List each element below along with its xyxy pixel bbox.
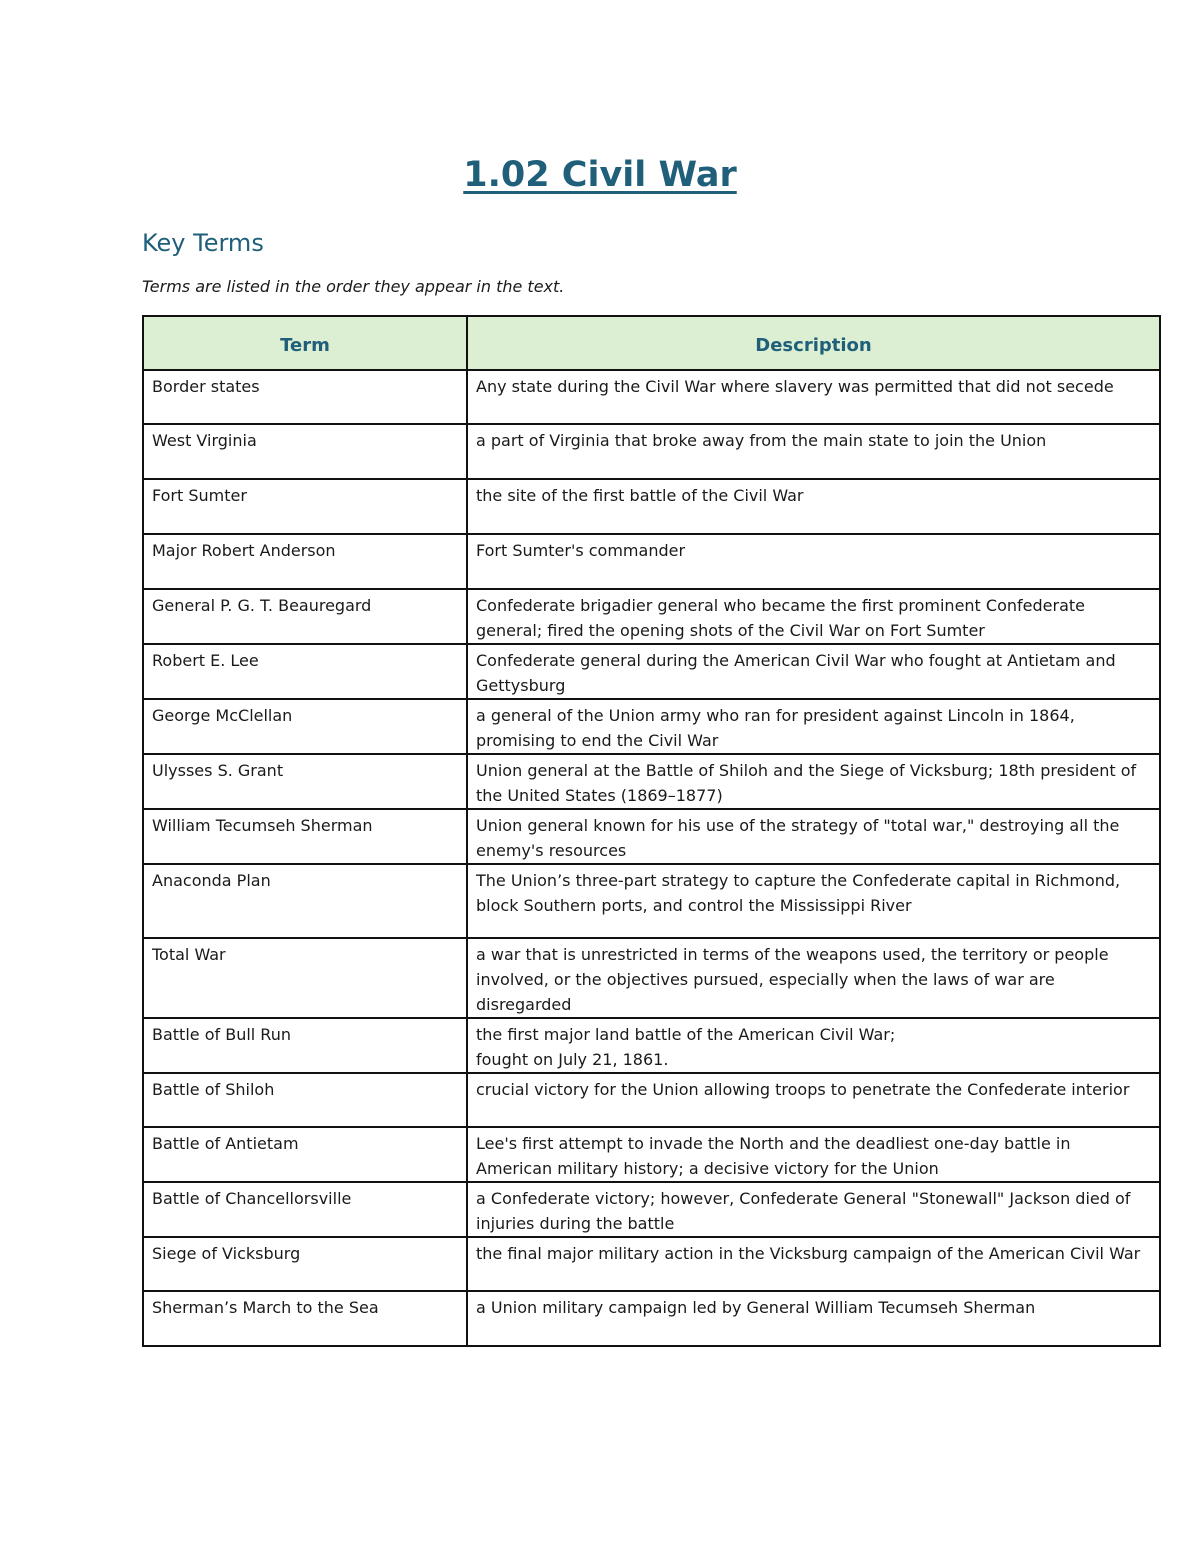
- description-cell: Fort Sumter's commander: [467, 534, 1160, 589]
- description-cell: [467, 1018, 1160, 1073]
- table-row: [143, 1018, 1160, 1073]
- column-header-term: Term: [143, 316, 467, 370]
- terms-order-note: Terms are listed in the order they appear in the text.: [142, 277, 565, 296]
- term-cell: Ulysses S. Grant: [143, 754, 467, 809]
- term-cell: West Virginia: [143, 424, 467, 479]
- table-row: [143, 938, 1160, 1018]
- description-cell: Confederate general during the American Civil War who fought at Antietam and Gettysburg: [467, 644, 1160, 699]
- table-header-row: [143, 316, 1160, 370]
- page-title-text: 1.02 Civil War: [463, 155, 737, 195]
- term-cell: Fort Sumter: [143, 479, 467, 534]
- description-line: the first major land battle of the American Civil War;: [476, 1025, 896, 1044]
- table-row: [143, 864, 1160, 938]
- description-cell: crucial victory for the Union allowing troops to penetrate the Confederate interior: [467, 1073, 1160, 1127]
- term-cell: Battle of Antietam: [143, 1127, 467, 1182]
- table-row: [143, 754, 1160, 809]
- column-header-description: Description: [467, 316, 1160, 370]
- key-terms-table: [142, 315, 1161, 1347]
- table-row: [143, 1127, 1160, 1182]
- table-row: [143, 644, 1160, 699]
- description-cell: Union general known for his use of the strategy of "total war," destroying all the enemy's resources: [467, 809, 1160, 864]
- term-cell: Anaconda Plan: [143, 864, 467, 938]
- table-row: [143, 370, 1160, 424]
- section-heading-key-terms: Key Terms: [142, 229, 264, 257]
- table-row: [143, 1291, 1160, 1346]
- description-cell: Confederate brigadier general who became the first prominent Confederate general; fired the opening shots of the Civil War on Fort Sumter: [467, 589, 1160, 644]
- term-cell: Total War: [143, 938, 467, 1018]
- table-row: [143, 1182, 1160, 1237]
- description-cell: a general of the Union army who ran for president against Lincoln in 1864, promising to end the Civil War: [467, 699, 1160, 754]
- description-cell: Union general at the Battle of Shiloh and the Siege of Vicksburg; 18th president of the United States (1869–1877): [467, 754, 1160, 809]
- page-title: [0, 150, 1200, 200]
- term-cell: Battle of Shiloh: [143, 1073, 467, 1127]
- description-cell: the site of the first battle of the Civil War: [467, 479, 1160, 534]
- table-row: [143, 1237, 1160, 1291]
- table-row: [143, 809, 1160, 864]
- description-cell: the final major military action in the Vicksburg campaign of the American Civil War: [467, 1237, 1160, 1291]
- description-cell: The Union’s three-part strategy to capture the Confederate capital in Richmond, block Southern ports, and control the Mississippi River: [467, 864, 1160, 938]
- description-cell: a part of Virginia that broke away from the main state to join the Union: [467, 424, 1160, 479]
- term-cell: William Tecumseh Sherman: [143, 809, 467, 864]
- term-cell: George McClellan: [143, 699, 467, 754]
- table-row: [143, 534, 1160, 589]
- term-cell: Siege of Vicksburg: [143, 1237, 467, 1291]
- term-cell: Major Robert Anderson: [143, 534, 467, 589]
- table-row: [143, 699, 1160, 754]
- term-cell: General P. G. T. Beauregard: [143, 589, 467, 644]
- description-cell: a war that is unrestricted in terms of the weapons used, the territory or people involved, or the objectives pursued, especially when the laws of war are disregarded: [467, 938, 1160, 1018]
- table-row: [143, 479, 1160, 534]
- description-cell: Lee's first attempt to invade the North and the deadliest one-day battle in American military history; a decisive victory for the Union: [467, 1127, 1160, 1182]
- description-cell: a Union military campaign led by General William Tecumseh Sherman: [467, 1291, 1160, 1346]
- term-cell: Robert E. Lee: [143, 644, 467, 699]
- term-cell: Battle of Chancellorsville: [143, 1182, 467, 1237]
- table-row: [143, 589, 1160, 644]
- description-cell: a Confederate victory; however, Confederate General "Stonewall" Jackson died of injuries during the battle: [467, 1182, 1160, 1237]
- term-cell: Battle of Bull Run: [143, 1018, 467, 1073]
- table-row: [143, 1073, 1160, 1127]
- description-line: fought on July 21, 1861.: [476, 1050, 669, 1069]
- term-cell: Border states: [143, 370, 467, 424]
- term-cell: Sherman’s March to the Sea: [143, 1291, 467, 1346]
- table-row: [143, 424, 1160, 479]
- description-cell: Any state during the Civil War where slavery was permitted that did not secede: [467, 370, 1160, 424]
